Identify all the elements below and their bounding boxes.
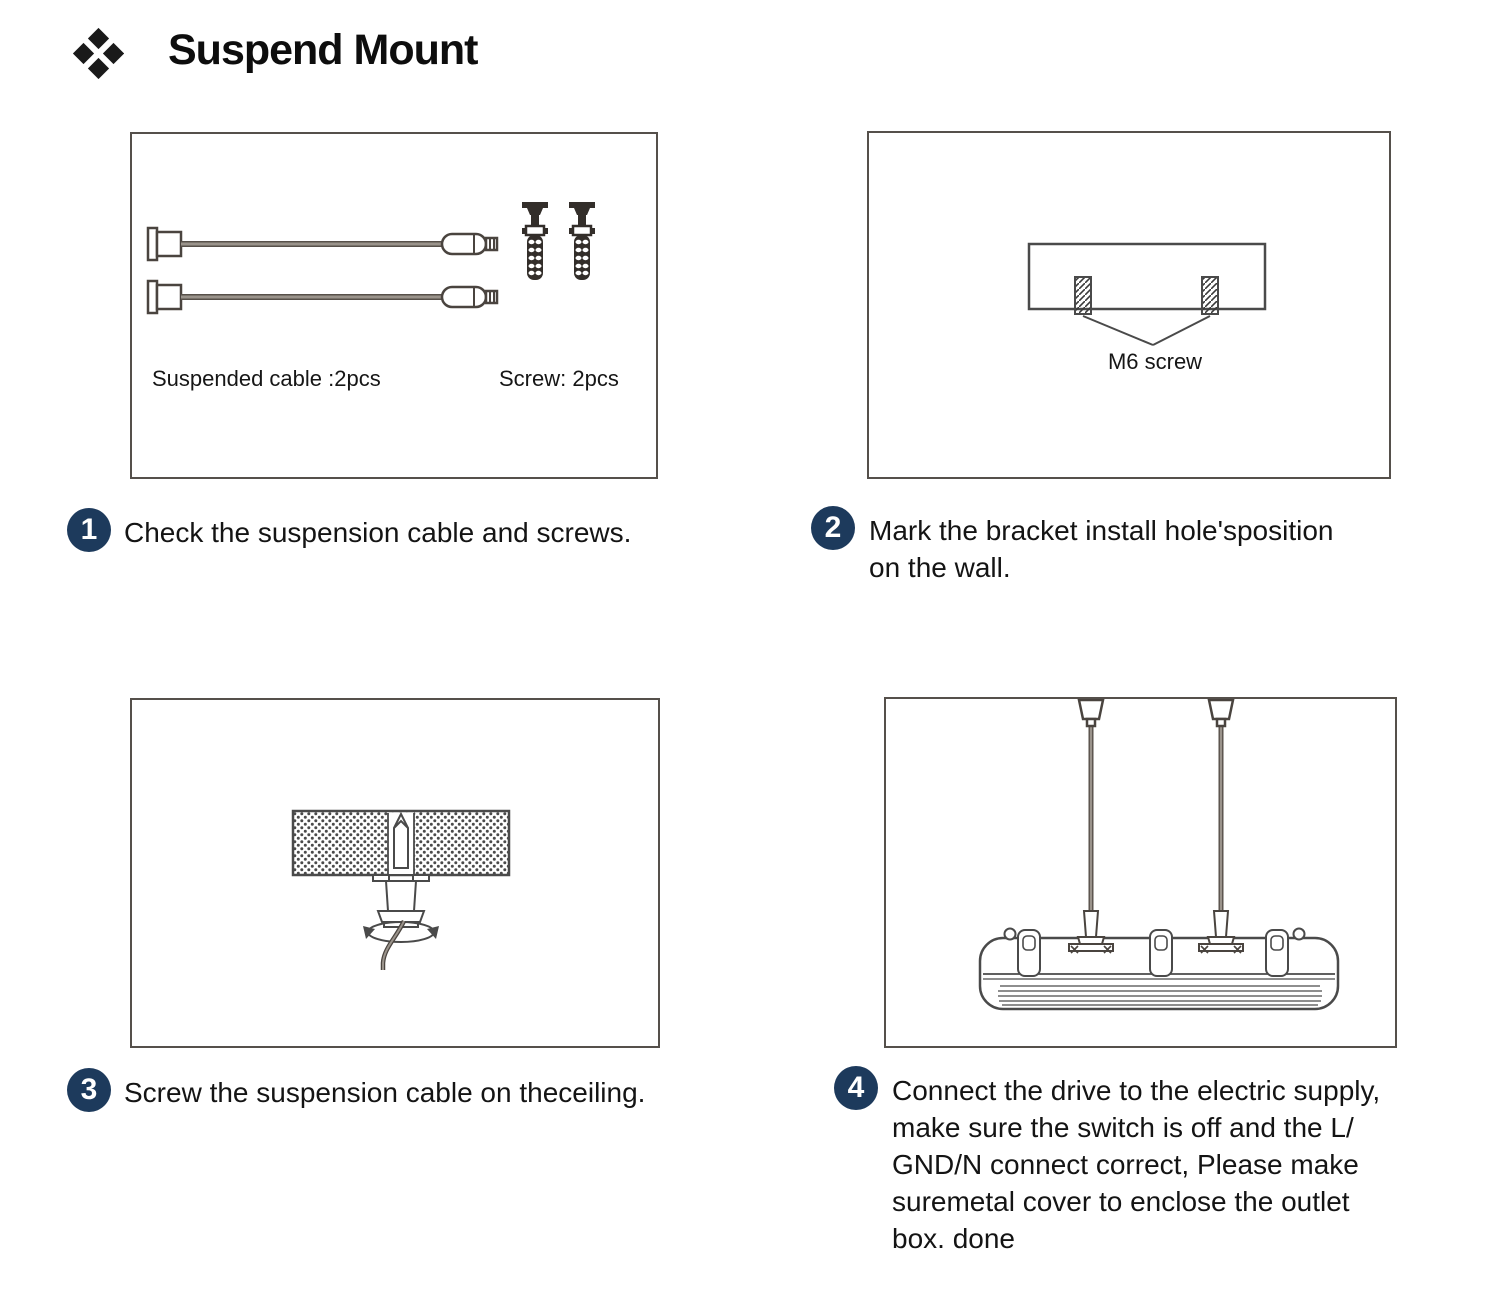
parts-kit-diagram: [132, 134, 656, 477]
m6-screw-label: M6 screw: [1107, 349, 1203, 374]
m6-screw-drawing: [1075, 277, 1091, 314]
bracket-drawing: [1029, 244, 1265, 309]
suspension-cable-drawing: [148, 228, 497, 260]
page-title: Suspend Mount: [168, 26, 478, 74]
step-2-badge: 2: [811, 506, 855, 550]
four-diamonds-icon: [72, 27, 124, 79]
step-4-line: suremetal cover to enclose the outlet: [892, 1186, 1350, 1217]
step-2-text: [869, 512, 1409, 586]
step-3-text: [124, 1074, 764, 1111]
step-4-line: make sure the switch is off and the L/: [892, 1112, 1354, 1143]
panel-suspended-fixture: [884, 697, 1397, 1048]
anchor-screw-drawing: [569, 202, 595, 280]
fixture-diagram: [886, 699, 1395, 1046]
step-1-badge: 1: [67, 508, 111, 552]
step-4-line: box. done: [892, 1223, 1015, 1254]
step-1-line: Check the suspension cable and screws.: [124, 517, 632, 548]
step-4-text: [892, 1072, 1462, 1257]
m6-screw-drawing: [1202, 277, 1218, 314]
suspension-cable-drawing: [148, 281, 497, 313]
step-4-badge: 4: [834, 1066, 878, 1110]
step-4-line: Connect the drive to the electric supply,: [892, 1075, 1381, 1106]
panel-ceiling-install: [130, 698, 660, 1048]
kit-screw-label: Screw: 2pcs: [499, 366, 619, 391]
suspension-cable-drawing: [1091, 725, 1221, 911]
step-2-line: on the wall.: [869, 552, 1011, 583]
step-4-line: GND/N connect correct, Please make: [892, 1149, 1359, 1180]
step-3-line: Screw the suspension cable on theceiling.: [124, 1077, 646, 1108]
ceiling-canopy-drawing: [1079, 700, 1233, 726]
leader-line: [1153, 316, 1210, 345]
step-1-text: [124, 514, 744, 551]
step-2-line: Mark the bracket install hole'sposition: [869, 515, 1334, 546]
bracket-diagram: [869, 133, 1389, 477]
panel-parts-kit: [130, 132, 658, 479]
anchor-screw-drawing: [522, 202, 548, 280]
step-3-badge: 3: [67, 1068, 111, 1112]
panel-bracket-marking: [867, 131, 1391, 479]
leader-line: [1083, 316, 1153, 345]
kit-cable-label: Suspended cable :2pcs: [152, 366, 381, 391]
ceiling-diagram: [132, 700, 658, 1046]
